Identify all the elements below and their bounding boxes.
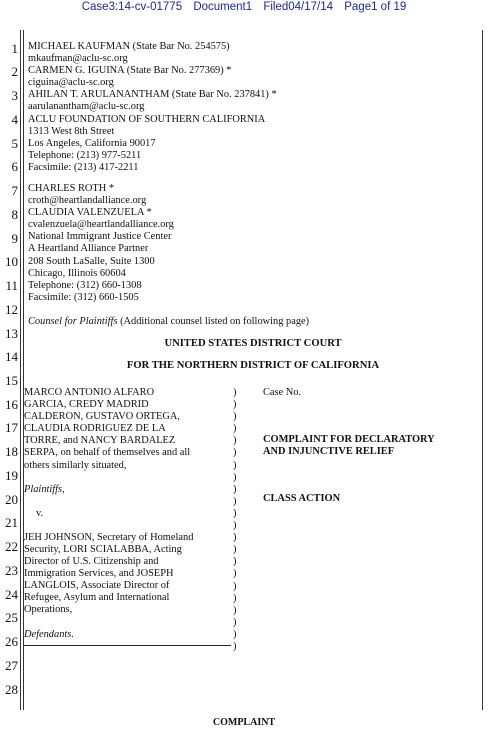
line-number: 18 xyxy=(5,444,18,459)
line-number: 11 xyxy=(5,278,18,293)
defendant-line: LANGLOIS, Associate Director of xyxy=(24,580,170,592)
counsel-line: A Heartland Alliance Partner xyxy=(28,243,149,255)
case-no-label: Case No. xyxy=(263,387,302,398)
line-number: 13 xyxy=(5,326,18,341)
caption-paren: ) xyxy=(233,423,237,435)
line-number: 3 xyxy=(11,88,18,103)
class-action-text: CLASS ACTION xyxy=(263,493,341,504)
line-number: 25 xyxy=(5,610,18,625)
defendant-line: Immigration Services, and JOSEPH xyxy=(24,568,174,580)
counsel-line: CARMEN G. IGUINA (State Bar No. 277369) * xyxy=(28,65,232,77)
counsel-line: CHARLES ROTH * xyxy=(28,183,115,194)
caption-paren: ) xyxy=(233,640,237,652)
defendant-line: Operations, xyxy=(24,604,73,616)
counsel-for-rest: (Additional counsel listed on following page) xyxy=(117,316,310,327)
line-number: 27 xyxy=(5,658,18,673)
counsel-line: ACLU FOUNDATION OF SOUTHERN CALIFORNIA xyxy=(28,113,266,125)
defendants-names xyxy=(24,532,229,617)
filed-date: Filed04/17/14 xyxy=(263,1,334,13)
counsel-block-nijc xyxy=(28,183,174,304)
counsel-line: cvalenzuela@heartlandalliance.org xyxy=(28,219,174,231)
line-number: 5 xyxy=(11,136,18,151)
line-number: 21 xyxy=(5,515,18,530)
document-number: Document1 xyxy=(193,1,253,13)
caption-paren: ) xyxy=(233,532,237,544)
caption-paren: ) xyxy=(233,411,237,423)
line-number: 4 xyxy=(11,112,18,127)
caption-paren: ) xyxy=(233,459,237,471)
defendant-line: Director of U.S. Citizenship and xyxy=(24,556,159,568)
case-caption-right xyxy=(263,387,301,399)
complaint-title-line1: COMPLAINT FOR DECLARATORY xyxy=(263,434,435,445)
plaintiff-line: others similarly situated, xyxy=(24,459,127,471)
line-number: 9 xyxy=(11,231,18,246)
counsel-line: AHILAN T. ARULANANTHAM (State Bar No. 237841) * xyxy=(28,89,277,101)
line-number: 20 xyxy=(5,492,18,507)
line-number: 12 xyxy=(5,302,18,317)
defendant-line: JEH JOHNSON, Secretary of Homeland xyxy=(24,531,194,543)
caption-paren: ) xyxy=(233,568,237,580)
counsel-line: Los Angeles, California 90017 xyxy=(28,137,156,149)
page-footer: COMPLAINT xyxy=(212,717,276,728)
caption-paren: ) xyxy=(233,604,237,616)
line-number: 14 xyxy=(5,349,18,364)
counsel-line: 1313 West 8th Street xyxy=(28,125,115,137)
line-number: 22 xyxy=(5,539,18,554)
line-number: 2 xyxy=(11,64,18,79)
line-number: 7 xyxy=(11,183,18,198)
complaint-title-line2: AND INJUNCTIVE RELIEF xyxy=(263,446,395,458)
caption-paren: ) xyxy=(233,495,237,507)
versus: v. xyxy=(36,507,44,519)
plaintiff-line: CLAUDIA RODRIGUEZ DE LA xyxy=(24,423,166,435)
caption-paren: ) xyxy=(233,616,237,628)
right-margin-rule xyxy=(482,30,483,710)
caption-parentheses xyxy=(233,387,241,653)
counsel-line: Telephone: (312) 660-1308 xyxy=(28,279,142,291)
page-indicator: Page1 of 19 xyxy=(344,1,407,13)
case-number: Case3:14-cv-01775 xyxy=(81,1,183,13)
counsel-for-line xyxy=(28,316,309,328)
caption-paren: ) xyxy=(233,592,237,604)
case-caption-parties xyxy=(24,387,229,641)
line-number: 24 xyxy=(5,587,18,602)
line-number: 19 xyxy=(5,468,18,483)
line-number: 26 xyxy=(5,634,18,649)
plaintiff-line: SERPA, on behalf of themselves and all xyxy=(24,447,191,459)
counsel-line: MICHAEL KAUFMAN (State Bar No. 254575) xyxy=(28,41,230,52)
counsel-line: aarulanantham@aclu-sc.org xyxy=(28,101,145,113)
caption-paren: ) xyxy=(233,580,237,592)
caption-paren: ) xyxy=(233,483,237,495)
caption-paren: ) xyxy=(233,399,237,411)
line-number: 23 xyxy=(5,563,18,578)
plaintiffs-label: Plaintiffs, xyxy=(24,483,65,495)
counsel-line: Chicago, Illinois 60604 xyxy=(28,267,126,279)
defendant-line: Refugee, Asylum and International xyxy=(24,592,170,604)
line-number: 6 xyxy=(11,159,18,174)
counsel-line: croth@heartlandalliance.org xyxy=(28,195,147,207)
plaintiff-line: TORRE, and NANCY BARDALEZ xyxy=(24,435,176,447)
caption-paren: ) xyxy=(233,471,237,483)
left-margin-rule xyxy=(20,30,21,710)
caption-paren: ) xyxy=(233,435,237,447)
plaintiff-line: MARCO ANTONIO ALFARO xyxy=(24,387,155,398)
court-name: UNITED STATES DISTRICT COURT xyxy=(164,338,342,349)
line-number: 1 xyxy=(11,41,18,56)
caption-paren: ) xyxy=(233,556,237,568)
plaintiff-line: CALDERON, GUSTAVO ORTEGA, xyxy=(24,411,180,423)
line-number: 16 xyxy=(5,397,18,412)
counsel-for-italic: Counsel for Plaintiffs xyxy=(28,316,118,327)
caption-paren: ) xyxy=(233,507,237,519)
counsel-line: mkaufman@aclu-sc.org xyxy=(28,53,128,65)
plaintiff-line: GARCIA, CREDY MADRID xyxy=(24,399,149,411)
ecf-header xyxy=(0,1,488,13)
defendant-line: Security, LORI SCIALABBA, Acting xyxy=(24,543,182,555)
line-number: 28 xyxy=(5,682,18,697)
caption-paren: ) xyxy=(233,520,237,532)
line-number: 17 xyxy=(5,420,18,435)
plaintiffs-names xyxy=(24,387,229,472)
counsel-line: Facsimile: (213) 417-2211 xyxy=(28,161,139,173)
counsel-line: 208 South LaSalle, Suite 1300 xyxy=(28,255,155,267)
caption-paren: ) xyxy=(233,628,237,640)
caption-paren: ) xyxy=(233,544,237,556)
caption-paren: ) xyxy=(233,387,237,398)
line-number: 10 xyxy=(5,254,18,269)
counsel-line: ciguina@aclu-sc.org xyxy=(28,77,114,89)
line-number: 15 xyxy=(5,373,18,388)
counsel-line: National Immigrant Justice Center xyxy=(28,231,172,243)
counsel-line: Telephone: (213) 977-5211 xyxy=(28,149,142,161)
counsel-line: Facsimile: (312) 660-1505 xyxy=(28,291,139,303)
caption-paren: ) xyxy=(233,447,237,459)
defendants-label: Defendants. xyxy=(24,628,74,640)
counsel-block-aclu xyxy=(28,41,277,174)
caption-bottom-rule xyxy=(24,645,231,646)
complaint-title xyxy=(263,434,435,458)
line-number: 8 xyxy=(11,207,18,222)
class-action-label xyxy=(263,493,340,505)
counsel-line: CLAUDIA VALENZUELA * xyxy=(28,207,152,219)
court-district: FOR THE NORTHERN DISTRICT OF CALIFORNIA xyxy=(126,360,380,371)
